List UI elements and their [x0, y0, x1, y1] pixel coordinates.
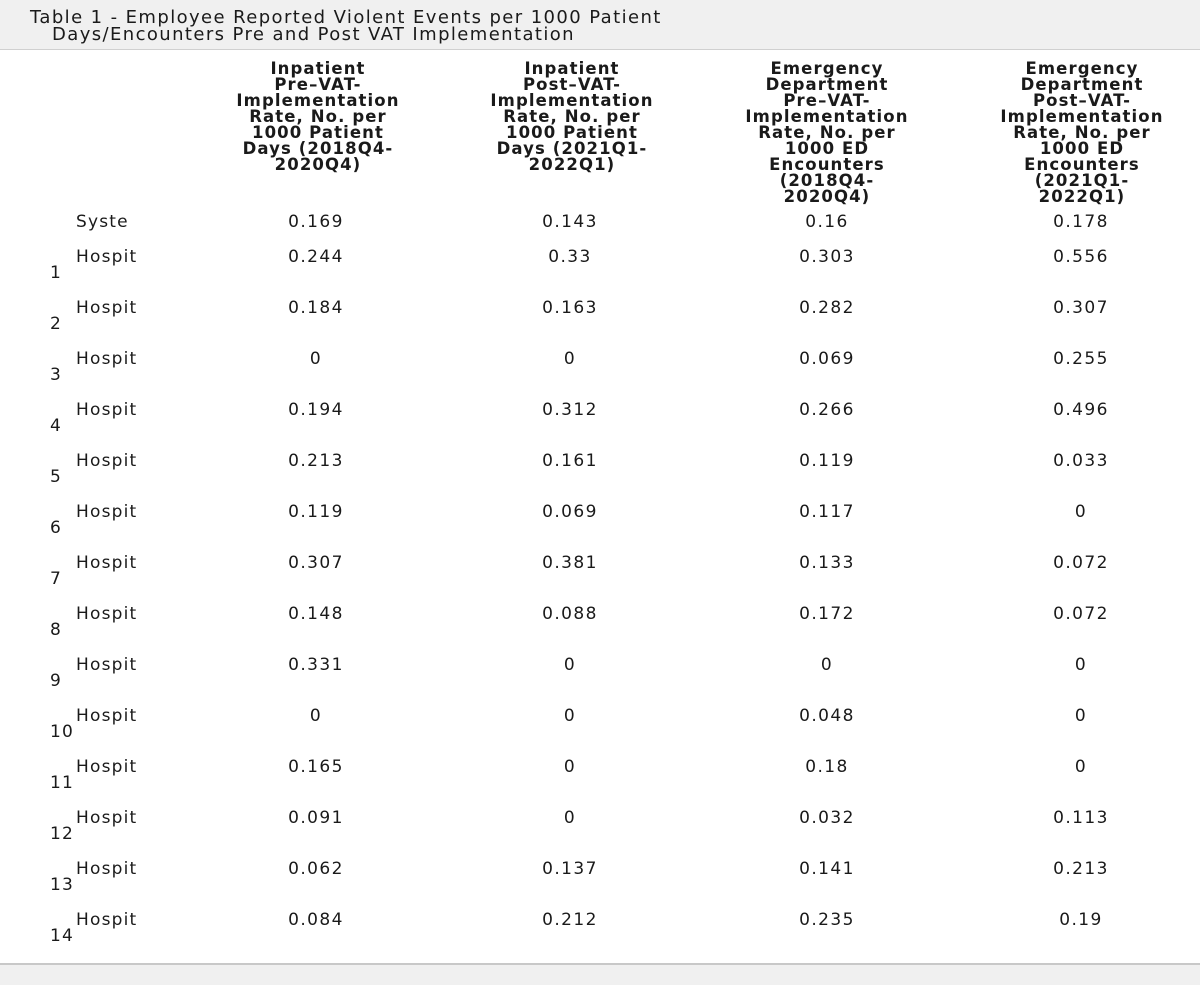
table-cell: 0	[563, 655, 577, 675]
table-cell: 0	[1074, 706, 1088, 726]
table-caption	[0, 0, 1200, 50]
table-row	[0, 400, 1200, 448]
row-label: Syste	[76, 212, 129, 232]
table-cell: 0.16	[805, 212, 849, 232]
table-row	[0, 604, 1200, 652]
table-row	[0, 706, 1200, 754]
row-label: Hospit	[76, 655, 138, 675]
table-cell: 0.113	[1053, 808, 1109, 828]
table-footer	[0, 963, 1200, 985]
table-cell: 0.212	[542, 910, 598, 930]
table-cell: 0.19	[1059, 910, 1103, 930]
table-cell: 0.178	[1053, 212, 1109, 232]
table-cell: 0.084	[288, 910, 344, 930]
table-cell: 0.148	[288, 604, 344, 624]
table-cell: 0.244	[288, 247, 344, 267]
row-number: 3	[50, 365, 63, 385]
row-label: Hospit	[76, 910, 138, 930]
table-cell: 0.117	[799, 502, 855, 522]
row-number: 4	[50, 416, 63, 436]
table-cell: 0.213	[1053, 859, 1109, 879]
table-row	[0, 655, 1200, 703]
row-label: Hospit	[76, 808, 138, 828]
table-row	[0, 808, 1200, 856]
table-row	[0, 349, 1200, 397]
table-cell: 0.33	[548, 247, 592, 267]
table-cell: 0.235	[799, 910, 855, 930]
table-cell: 0.069	[542, 502, 598, 522]
row-label: Hospit	[76, 400, 138, 420]
row-number: 9	[50, 671, 63, 691]
table-cell: 0.312	[542, 400, 598, 420]
table-cell: 0.048	[799, 706, 855, 726]
table-cell: 0.141	[799, 859, 855, 879]
table-cell: 0.069	[799, 349, 855, 369]
caption-line-1: Table 1 - Employee Reported Violent Events per 1000 Patient	[30, 7, 662, 28]
table-cell: 0.032	[799, 808, 855, 828]
table-cell: 0.091	[288, 808, 344, 828]
column-header-ed-post: Emergency Department Post–VAT- Implementation Rate, No. per 1000 ED Encounters (2021Q1- 2022Q1)	[1000, 59, 1164, 206]
table-cell: 0.172	[799, 604, 855, 624]
table-cell: 0.307	[288, 553, 344, 573]
row-number: 1	[50, 263, 63, 283]
table-cell: 0.307	[1053, 298, 1109, 318]
table-cell: 0.143	[542, 212, 598, 232]
row-label: Hospit	[76, 298, 138, 318]
table-cell: 0.163	[542, 298, 598, 318]
table-cell: 0.033	[1053, 451, 1109, 471]
row-number: 2	[50, 314, 63, 334]
row-label: Hospit	[76, 706, 138, 726]
table-cell: 0.282	[799, 298, 855, 318]
table-cell: 0	[1074, 655, 1088, 675]
table-cell: 0.072	[1053, 604, 1109, 624]
row-number: 10	[50, 722, 75, 742]
row-number: 6	[50, 518, 63, 538]
table-row	[0, 553, 1200, 601]
table-row	[0, 502, 1200, 550]
table-cell: 0.165	[288, 757, 344, 777]
row-number: 13	[50, 875, 75, 895]
column-header-ed-pre: Emergency Department Pre–VAT- Implementation Rate, No. per 1000 ED Encounters (2018Q4- 2020Q4)	[745, 59, 909, 206]
table-cell: 0.266	[799, 400, 855, 420]
row-number: 8	[50, 620, 63, 640]
row-label: Hospit	[76, 502, 138, 522]
row-number: 5	[50, 467, 63, 487]
table-cell: 0.194	[288, 400, 344, 420]
table-cell: 0.088	[542, 604, 598, 624]
row-number: 12	[50, 824, 75, 844]
row-label: Hospit	[76, 451, 138, 471]
table-cell: 0	[1074, 502, 1088, 522]
table-cell: 0.213	[288, 451, 344, 471]
table-cell: 0	[309, 349, 323, 369]
table-cell: 0.119	[799, 451, 855, 471]
table-cell: 0.137	[542, 859, 598, 879]
table-cell: 0.072	[1053, 553, 1109, 573]
row-label: Hospit	[76, 757, 138, 777]
table-cell: 0.161	[542, 451, 598, 471]
row-number: 14	[50, 926, 75, 946]
table-cell: 0.169	[288, 212, 344, 232]
table-row	[0, 451, 1200, 499]
table-cell: 0	[820, 655, 834, 675]
row-label: Hospit	[76, 247, 138, 267]
row-label: Hospit	[76, 553, 138, 573]
row-number: 7	[50, 569, 63, 589]
table-row	[0, 298, 1200, 346]
caption-line-2: Days/Encounters Pre and Post VAT Implementation	[52, 24, 575, 45]
row-label: Hospit	[76, 859, 138, 879]
table-cell: 0	[563, 706, 577, 726]
table-cell: 0.133	[799, 553, 855, 573]
table-cell: 0.303	[799, 247, 855, 267]
table-cell: 0	[563, 349, 577, 369]
table-cell: 0.381	[542, 553, 598, 573]
table-cell: 0.184	[288, 298, 344, 318]
table-cell: 0	[1074, 757, 1088, 777]
table-cell: 0.331	[288, 655, 344, 675]
table-row	[0, 910, 1200, 958]
table-cell: 0.556	[1053, 247, 1109, 267]
table-cell: 0	[563, 808, 577, 828]
table-cell: 0.255	[1053, 349, 1109, 369]
row-number: 11	[50, 773, 75, 793]
table-cell: 0.062	[288, 859, 344, 879]
row-label: Hospit	[76, 349, 138, 369]
table-cell: 0.496	[1053, 400, 1109, 420]
table-cell: 0.119	[288, 502, 344, 522]
column-header-inpatient-post: Inpatient Post–VAT- Implementation Rate, No. per 1000 Patient Days (2021Q1- 2022Q1)	[490, 59, 654, 174]
table-cell: 0.18	[805, 757, 849, 777]
row-label: Hospit	[76, 604, 138, 624]
table-row	[0, 247, 1200, 295]
table-cell: 0	[309, 706, 323, 726]
table-row	[0, 757, 1200, 805]
column-header-inpatient-pre: Inpatient Pre–VAT- Implementation Rate, No. per 1000 Patient Days (2018Q4- 2020Q4)	[236, 59, 400, 174]
table-row	[0, 859, 1200, 907]
table-cell: 0	[563, 757, 577, 777]
